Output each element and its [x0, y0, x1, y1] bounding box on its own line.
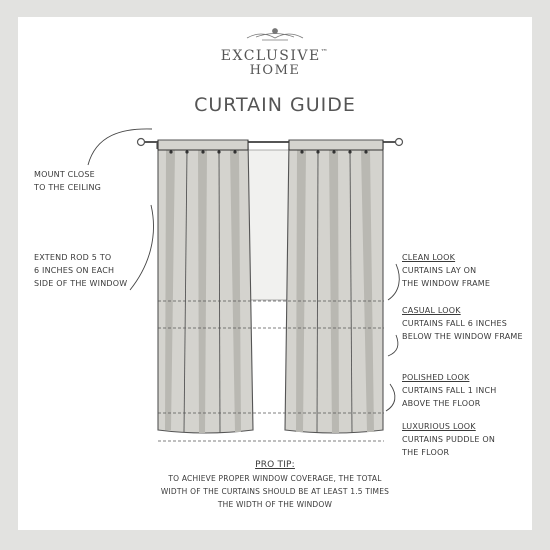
- ornament-icon: [247, 29, 303, 41]
- look-luxurious: [402, 420, 495, 459]
- note-extend-line3: SIDE OF THE WINDOW: [34, 279, 128, 288]
- note-extend-line1: EXTEND ROD 5 TO: [34, 253, 112, 262]
- note-mount-line2: TO THE CEILING: [34, 183, 102, 192]
- look-casual-line1: CURTAINS FALL 6 INCHES: [402, 319, 508, 328]
- brand-line2: HOME: [249, 63, 301, 78]
- look-casual-heading: CASUAL LOOK: [402, 306, 461, 315]
- pro-tip-heading: PRO TIP:: [255, 460, 295, 470]
- rod-finial-left: [138, 139, 145, 146]
- brand-line1: EXCLUSIVE: [220, 48, 321, 64]
- rod-finial-right: [396, 139, 403, 146]
- callout-clean: [388, 264, 399, 300]
- pro-tip-line1: TO ACHIEVE PROPER WINDOW COVERAGE, THE TOTAL: [168, 474, 382, 483]
- note-extend: [34, 251, 127, 290]
- callout-casual: [388, 335, 398, 356]
- look-polished-heading: POLISHED LOOK: [402, 373, 470, 382]
- pro-tip: [95, 459, 455, 511]
- callout-mount: [88, 129, 152, 165]
- note-mount: [34, 168, 101, 194]
- look-polished-line2: ABOVE THE FLOOR: [402, 399, 481, 408]
- note-extend-line2: 6 INCHES ON EACH: [34, 266, 115, 275]
- brand-logo: [175, 48, 375, 78]
- look-clean-heading: CLEAN LOOK: [402, 253, 456, 262]
- left-curtain-panel: [158, 140, 253, 433]
- look-luxurious-heading: LUXURIOUS LOOK: [402, 422, 476, 431]
- look-luxurious-line1: CURTAINS PUDDLE ON: [402, 435, 496, 444]
- page-title: CURTAIN GUIDE: [194, 94, 356, 116]
- callout-polished: [386, 384, 395, 411]
- brand-trademark: ™: [320, 48, 330, 56]
- look-clean-line1: CURTAINS LAY ON: [402, 266, 477, 275]
- note-mount-line1: MOUNT CLOSE: [34, 170, 95, 179]
- callout-extend: [130, 205, 153, 290]
- right-curtain-panel: [285, 140, 383, 433]
- look-luxurious-line2: THE FLOOR: [402, 448, 450, 457]
- pro-tip-line2: WIDTH OF THE CURTAINS SHOULD BE AT LEAST 1.5 TIMES: [160, 487, 390, 496]
- look-clean-line2: THE WINDOW FRAME: [402, 279, 491, 288]
- look-polished: [402, 371, 497, 410]
- pro-tip-line3: THE WIDTH OF THE WINDOW: [217, 500, 333, 509]
- look-polished-line1: CURTAINS FALL 1 INCH: [402, 386, 497, 395]
- look-casual: [402, 304, 523, 343]
- look-casual-line2: BELOW THE WINDOW FRAME: [402, 332, 523, 341]
- look-clean: [402, 251, 490, 290]
